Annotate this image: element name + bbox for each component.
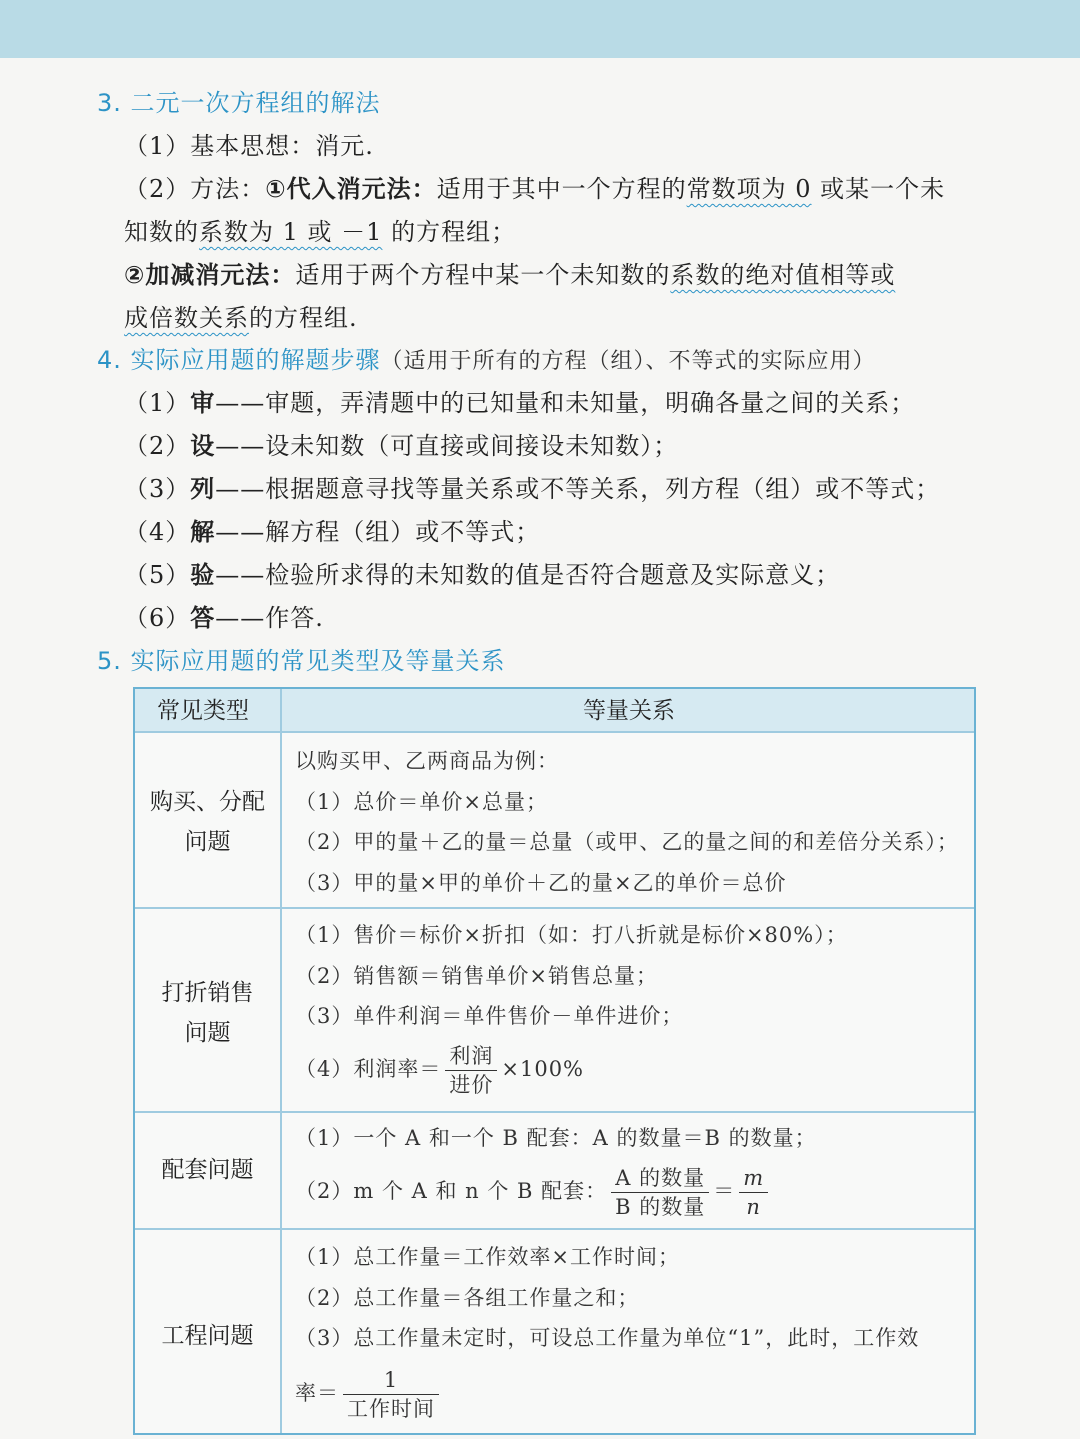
fraction-numerator: 利润 bbox=[445, 1042, 497, 1071]
relation-line: （1）总价＝单价×总量； bbox=[295, 790, 548, 814]
row-divider bbox=[135, 1228, 974, 1230]
step-text: ——审题，弄清题中的已知量和未知量，明确各量之间的关系； bbox=[215, 389, 916, 417]
fraction bbox=[611, 1164, 709, 1221]
category-matching: 配套问题 bbox=[161, 1157, 254, 1183]
step-1 bbox=[124, 386, 915, 420]
relation-line: （1）售价＝标价×折扣（如：打八折就是标价×80%）； bbox=[295, 923, 848, 947]
fraction-denominator: n bbox=[746, 1195, 761, 1219]
step-2 bbox=[124, 429, 678, 463]
sec3-text: 知数的 bbox=[124, 218, 199, 246]
fraction-denominator: B 的数量 bbox=[615, 1195, 706, 1219]
relation-text: 率＝ bbox=[295, 1381, 339, 1405]
fraction-numerator: m bbox=[739, 1164, 768, 1193]
relation-line-fraction bbox=[295, 1041, 584, 1099]
relation-line: （2）销售额＝销售单价×销售总量； bbox=[295, 964, 658, 988]
step-text: ——根据题意寻找等量关系或不等关系，列方程（组）或不等式； bbox=[215, 475, 941, 503]
sec3-text: 或某一个未 bbox=[811, 175, 946, 203]
relation-line: （3）总工作量未定时，可设总工作量为单位“1”，此时，工作效 bbox=[295, 1326, 920, 1350]
table-header bbox=[135, 689, 974, 733]
step-number: （1） bbox=[124, 389, 191, 417]
step-6 bbox=[124, 601, 324, 635]
relation-line: （1）一个 A 和一个 B 配套：A 的数量＝B 的数量； bbox=[295, 1126, 817, 1150]
fraction bbox=[343, 1366, 439, 1423]
relation-line: （2）甲的量＋乙的量＝总量（或甲、乙的量之间的和差倍分关系）； bbox=[295, 830, 959, 854]
relation-text: ×100% bbox=[501, 1057, 585, 1081]
sec3-text: 的方程组. bbox=[249, 304, 358, 332]
category-discount bbox=[135, 973, 280, 1053]
sec3-text: 适用于其中一个方程的 bbox=[436, 175, 687, 203]
fraction-denominator: 进价 bbox=[449, 1073, 494, 1097]
fraction-denominator: 工作时间 bbox=[347, 1397, 435, 1421]
step-4 bbox=[124, 515, 540, 549]
step-number: （5） bbox=[124, 561, 191, 589]
sec3-emphasis: 常数项为 0 bbox=[686, 175, 812, 203]
step-keyword: 解 bbox=[190, 518, 216, 546]
section-3-title: 3. 二元一次方程组的解法 bbox=[97, 89, 381, 117]
row-divider bbox=[135, 1111, 974, 1113]
sec3-basic-idea: （1）基本思想：消元. bbox=[124, 132, 374, 160]
sec3-elimination-label: ②加减消元法： bbox=[124, 261, 296, 289]
step-3 bbox=[124, 472, 940, 506]
row-divider bbox=[135, 907, 974, 909]
sec3-text: 的方程组； bbox=[382, 218, 517, 246]
sec3-line-2 bbox=[124, 172, 945, 206]
step-keyword: 答 bbox=[190, 604, 216, 632]
relation-text: （4）利润率＝ bbox=[295, 1057, 442, 1081]
step-number: （2） bbox=[124, 432, 191, 460]
header-type: 常见类型 bbox=[157, 698, 249, 724]
relation-line: （3）甲的量×甲的单价＋乙的量×乙的单价＝总价 bbox=[295, 871, 787, 895]
relation-line: （3）单件利润＝单件售价－单件进价； bbox=[295, 1004, 684, 1028]
relation-line: （2）总工作量＝各组工作量之和； bbox=[295, 1286, 640, 1310]
fraction-numerator: A 的数量 bbox=[611, 1164, 709, 1193]
step-text: ——设未知数（可直接或间接设未知数）； bbox=[215, 432, 679, 460]
sec3-line-5 bbox=[124, 301, 358, 335]
sec3-emphasis: 系数为 1 或 －1 bbox=[199, 218, 383, 246]
step-number: （4） bbox=[124, 518, 191, 546]
sec3-method-label: （2）方法： bbox=[124, 175, 266, 203]
relation-line: （1）总工作量＝工作效率×工作时间； bbox=[295, 1245, 680, 1269]
section-4-header bbox=[97, 343, 876, 379]
relations-table bbox=[133, 687, 976, 1435]
step-keyword: 审 bbox=[190, 389, 216, 417]
relation-text: （2）m 个 A 和 n 个 B 配套： bbox=[295, 1179, 608, 1203]
step-keyword: 列 bbox=[190, 475, 216, 503]
sec3-substitution-label: ①代入消元法： bbox=[265, 175, 437, 203]
sec3-line-1 bbox=[124, 129, 374, 163]
section-4-title: 4. 实际应用题的解题步骤 bbox=[97, 346, 381, 374]
category-line: 打折销售 bbox=[161, 980, 254, 1006]
step-text: ——作答. bbox=[215, 604, 324, 632]
section-4-note: （适用于所有的方程（组）、不等式的实际应用） bbox=[380, 349, 876, 374]
step-5 bbox=[124, 558, 840, 592]
category-line: 问题 bbox=[184, 1020, 231, 1046]
step-number: （6） bbox=[124, 604, 191, 632]
category-purchase bbox=[135, 782, 280, 862]
step-keyword: 验 bbox=[190, 561, 216, 589]
sec3-line-4 bbox=[124, 258, 895, 292]
sec3-emphasis: 系数的绝对值相等或 bbox=[670, 261, 896, 289]
relation-line-fraction bbox=[295, 1365, 443, 1423]
sec3-emphasis: 成倍数关系 bbox=[124, 304, 249, 332]
category-engineering: 工程问题 bbox=[161, 1323, 254, 1349]
column-divider bbox=[280, 689, 282, 1433]
relation-line: 以购买甲、乙两商品为例： bbox=[295, 749, 559, 773]
fraction-numerator: 1 bbox=[343, 1366, 439, 1395]
step-number: （3） bbox=[124, 475, 191, 503]
relation-line-fraction bbox=[295, 1163, 772, 1221]
header-relation: 等量关系 bbox=[583, 698, 675, 724]
top-band bbox=[0, 0, 1080, 58]
category-line: 问题 bbox=[184, 829, 231, 855]
step-text: ——检验所求得的未知数的值是否符合题意及实际意义； bbox=[215, 561, 841, 589]
fraction bbox=[739, 1164, 768, 1221]
step-keyword: 设 bbox=[190, 432, 216, 460]
sec3-line-3 bbox=[124, 215, 516, 249]
sec3-text: 适用于两个方程中某一个未知数的 bbox=[295, 261, 671, 289]
relation-text: ＝ bbox=[713, 1179, 736, 1203]
fraction bbox=[445, 1042, 497, 1099]
section-5-title: 5. 实际应用题的常见类型及等量关系 bbox=[97, 647, 506, 675]
step-text: ——解方程（组）或不等式； bbox=[215, 518, 541, 546]
category-line: 购买、分配 bbox=[150, 789, 265, 815]
